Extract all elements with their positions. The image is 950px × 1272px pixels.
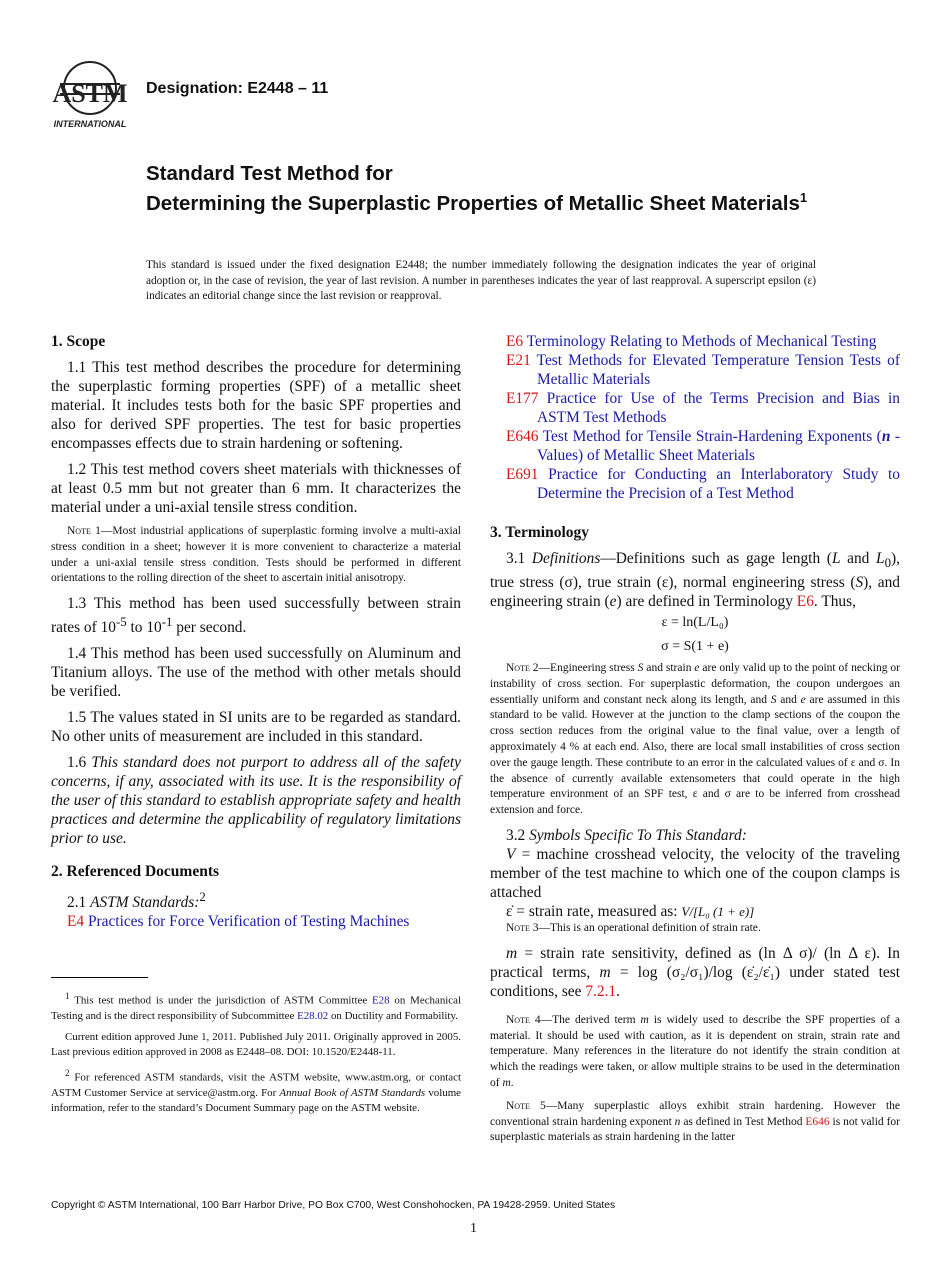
text: is widely used to describe the SPF properties of a material. It should be used with caution, as it is dependent on strain, strain rate and temperature. Many references in the literature do not identify the strain condition at which the readings were taken, or allow multiple strains to be used in the determination of — [490, 1013, 900, 1090]
text: is not valid for superplastic materials as strain hardening in the latter — [490, 1115, 900, 1144]
title-line-2 — [146, 186, 866, 216]
right-column — [490, 332, 900, 1153]
text: on Ductility and Formability. — [328, 1009, 458, 1022]
ref-title[interactable]: Practice for Use of the Terms Precision and Bias in ASTM Test Methods — [537, 390, 900, 426]
note-label: Note — [67, 525, 91, 537]
footnote-1-edition: Current edition approved June 1, 2011. Published July 2011. Originally approved in 2005. Last previous edition approved in 2008 as E2448–08. DOI: 10.1520/E2448-11. — [51, 1031, 461, 1059]
text: and strain — [643, 662, 695, 675]
text: volume information, refer to the standard’s Document Summary page on the ASTM website. — [51, 1087, 461, 1115]
note-3 — [490, 921, 900, 937]
para-number: 3.2 — [506, 827, 530, 845]
note-5: Note 5—Many superplastic alloys exhibit strain hardening. However the conventional strain hardening exponent n as defined in Test Method E646 is not valid for superplastic materials as strain hardening in the latter — [490, 1099, 900, 1144]
text: are only valid up to the point of necking or instability of cross section. For superplastic deformation, the coupon undergoes an essentially uniform and constant neck along its length, and — [490, 662, 900, 706]
text: For referenced ASTM standards, visit the ASTM website, www.astm.org, or contact ASTM Customer Service at service@astm.org. For — [51, 1072, 461, 1100]
section-refdocs-heading: 2. Referenced Documents — [51, 863, 220, 881]
text: . Thus, — [813, 593, 856, 611]
ref-e177[interactable] — [506, 389, 900, 427]
text: . — [616, 982, 620, 1000]
left-column — [51, 332, 461, 931]
exponent: -5 — [115, 615, 127, 630]
def-v: V = machine crosshead velocity, the velocity of the traveling member of the test machine to which one of the coupon clamps is attached — [490, 846, 900, 902]
text: This test method is under the jurisdiction of ASTM Committee — [69, 994, 373, 1007]
note-1 — [51, 524, 461, 587]
ref-e691[interactable] — [506, 465, 900, 503]
definitions-label: Definitions — [531, 550, 601, 567]
link-e646[interactable]: E646 — [805, 1115, 830, 1128]
text: to 10 — [126, 619, 162, 637]
exponent: -1 — [161, 615, 173, 630]
svg-text:ASTM: ASTM — [52, 79, 128, 108]
para-1-2: 1.2 This test method covers sheet materials with thicknesses of at least 0.5 mm but not greater than 6 mm. It characterizes the material under a uni-axial tensile stress condition. — [51, 461, 461, 516]
document-title — [146, 162, 866, 216]
safety-statement: This standard does not purport to address all of the safety concerns, if any, associated with its use. It is the responsibility of the user of this standard to establish appropriate safety and health practices and determine the applicability of regulatory limitations prior to use. — [51, 754, 461, 848]
equation-true-stress: σ = S(1 + e) — [661, 639, 729, 655]
link-e28[interactable]: E28 — [372, 994, 390, 1007]
link-e6[interactable]: E6 — [796, 593, 814, 611]
text: and — [776, 693, 801, 706]
ref-e646[interactable] — [506, 427, 900, 465]
footnote-number: 2 — [65, 1068, 70, 1079]
text: 1.3 This method has been used successfully between strain rates of 10 — [51, 595, 461, 637]
footnote-rule — [51, 977, 148, 978]
ref-title[interactable]: Practices for Force Verification of Testing Machines — [84, 913, 410, 931]
section-scope-heading: 1. Scope — [51, 333, 106, 350]
text: = log (σ₂/σ₁)/log (ε̇₂/ε̇₁) under stated test conditions, see — [490, 963, 900, 1000]
footnote-marker[interactable]: 2 — [199, 890, 206, 905]
note-4: Note 4—The derived term m is widely used to describe the SPF properties of a material. It should be used with caution, as it is dependent on strain, strain rate and temperature. Many references in the literature do not identify the strain condition at which the readings were taken, or allow multiple strains to be used in the determination of m. — [490, 1013, 900, 1090]
ref-title-n[interactable]: n — [881, 428, 891, 445]
ref-title[interactable]: Terminology Relating to Methods of Mechanical Testing — [523, 333, 877, 350]
text: on Mechanical Testing and is the direct responsibility of Subcommittee — [51, 994, 461, 1022]
svg-text:INTERNATIONAL: INTERNATIONAL — [53, 119, 127, 129]
ref-title[interactable]: Test Methods for Elevated Temperature Tension Tests of Metallic Materials — [530, 352, 900, 388]
link-e28-02[interactable]: E28.02 — [297, 1009, 329, 1022]
para-1-6 — [51, 753, 461, 848]
para-1-3 — [51, 594, 461, 637]
note-label: Note — [506, 662, 530, 675]
text: 5—Many superplastic alloys exhibit strain hardening. However the conventional strain hardening exponent — [490, 1099, 900, 1128]
astm-logo — [50, 60, 134, 132]
ref-title[interactable]: -Values) of Metallic Sheet Materials — [537, 428, 900, 464]
text: ), true stress (σ), true strain (ε), normal engineering stress ( — [490, 550, 901, 592]
ref-code[interactable]: E6 — [506, 333, 524, 350]
text: as defined in Test Method — [680, 1115, 806, 1128]
astm-standards-label: ASTM Standards: — [90, 894, 200, 912]
ref-e6[interactable] — [506, 332, 900, 351]
note-label: Note — [506, 922, 530, 935]
text: 2—Engineering stress — [529, 662, 638, 675]
text: 3—This is an operational definition of strain rate. — [529, 922, 761, 935]
para-number: 3.1 — [506, 550, 532, 567]
text: = strain rate sensitivity, defined as (ln Δ σ)/ (ln Δ ε). In practical terms, — [490, 944, 900, 981]
footnotes — [51, 989, 461, 1123]
formula: V/[L₀ (1 + e)] — [681, 904, 755, 920]
text: = machine crosshead velocity, the velocity of the traveling member of the test machine to which one of the coupon clamps is attached — [490, 846, 900, 902]
para-2-1 — [51, 888, 461, 912]
text: ), and engineering strain ( — [490, 574, 900, 611]
text: —Definitions such as gage length ( — [600, 550, 832, 567]
equation-true-strain: ε = ln(L/L₀) — [661, 615, 729, 631]
para-1-5: 1.5 The values stated in SI units are to be regarded as standard. No other units of measurement are included in this standard. — [51, 709, 461, 746]
footnote-1 — [51, 989, 461, 1024]
ref-code[interactable]: E4 — [67, 913, 85, 931]
reference-list — [490, 332, 900, 503]
ref-title[interactable]: Test Method for Tensile Strain-Hardening Exponents ( — [538, 428, 882, 445]
text: are assumed in this standard to be valid. However at the junction to the clamp sections of the coupon the cross section reduces from the original value to the final value, over a length of approximately 4 % at each end. Also, there are local small instabilities of cross section over the gauge length. These contribute to an error in the calculated values of ε and σ. In the absence of currently available extensometers that could operate in the high temperature environment of an SPF test, ε and σ are to be inferred from crosshead extension and force. — [490, 693, 901, 817]
text: ) are defined in Terminology — [616, 593, 797, 611]
footnote-2 — [51, 1066, 461, 1116]
ref-code[interactable]: E691 — [506, 466, 539, 483]
footnote-number: 1 — [65, 991, 70, 1001]
def-m: m = strain rate sensitivity, defined as (ln Δ σ)/ (ln Δ ε). In practical terms, m = log (σ₂/σ₁)/log (ε̇₂/ε̇₁) under stated test conditions, see 7.2.1. — [490, 944, 900, 1000]
ref-code[interactable]: E21 — [506, 352, 531, 369]
ref-code[interactable]: E646 — [506, 428, 539, 445]
para-1-1: 1.1 This test method describes the procedure for determining the superplastic forming properties (SPF) of a metallic sheet material. It includes tests both for the basic SPF properties and also for derived SPF properties. The test for basic properties encompasses effects due to strain hardening or softening. — [51, 359, 461, 452]
page-number: 1 — [470, 1221, 477, 1236]
def-strain-rate — [490, 902, 900, 921]
link-7-2-1[interactable]: 7.2.1 — [585, 982, 617, 1000]
title-main: Determining the Superplastic Properties of Metallic Sheet Materials — [146, 191, 800, 215]
astm-logo-graphic — [50, 60, 134, 132]
copyright-footer: Copyright © ASTM International, 100 Barr Harbor Drive, PO Box C700, West Conshohocken, PA 19428-2959. United States — [51, 1200, 616, 1211]
title-footnote-marker[interactable]: 1 — [799, 190, 808, 205]
preamble: This standard is issued under the fixed designation E2448; the number immediately following the designation indicates the year of original adoption or, in the case of revision, the year of last revision. A number in parentheses indicates the year of last reapproval. A superscript epsilon (ε) indicates an editorial change since the last revision or reapproval. — [146, 259, 816, 303]
note-text: 1—Most industrial applications of superplastic forming involve a multi-axial stress condition in a sheet; however it is more convenient to characterize a material under a uni-axial tensile stress condition. Tests should be performed in different orientations to the rolling direction of the sheet to ascertain initial anisotropy. — [51, 525, 461, 585]
title-line-1: Standard Test Method for — [146, 162, 393, 185]
note-label: Note — [506, 1013, 530, 1026]
book-title: Annual Book of ASTM Standards — [279, 1087, 426, 1100]
para-3-1: 3.1 Definitions—Definitions such as gage length (L and $L_0$), true stress (σ), true strain (ε), normal engineering stress (S), and engineering strain (e) are defined in Terminology E6. Thus, — [490, 550, 901, 611]
text: 4—The derived term — [529, 1013, 641, 1026]
note-2: Note 2—Engineering stress S and strain e are only valid up to the point of necking or instability of cross section. For superplastic deformation, the coupon undergoes an essentially uniform and constant neck along its length, and S and e are assumed in this standard to be valid. However at the junction to the clamp sections of the coupon the cross section reduces from the original value to the final value, over a length of approximately 4 % at each end. Also, there are local small instabilities of cross section over the gauge length. These contribute to an error in the calculated values of ε and σ. In the absence of currently available extensometers that could operate in the high temperature environment of an SPF test, ε and σ are to be inferred from crosshead extension and force. — [490, 662, 901, 817]
ref-e4[interactable] — [51, 912, 461, 931]
text: per second. — [172, 619, 247, 637]
ref-code[interactable]: E177 — [506, 390, 539, 407]
symbols-label: Symbols Specific To This Standard: — [529, 827, 747, 845]
para-1-4: 1.4 This method has been used successfully on Aluminum and Titanium alloys. The use of the method with other metals should be verified. — [51, 645, 461, 701]
para-number: 1.6 — [67, 754, 92, 772]
para-3-2 — [490, 826, 900, 845]
ref-e21[interactable] — [506, 351, 900, 389]
para-number: 2.1 — [67, 894, 91, 912]
section-terminology-heading: 3. Terminology — [490, 524, 590, 541]
designation: Designation: E2448 – 11 — [146, 80, 329, 97]
ref-title[interactable]: Practice for Conducting an Interlaboratory Study to Determine the Precision of a Test Method — [537, 466, 900, 502]
text: . — [510, 1077, 514, 1090]
note-label: Note — [506, 1099, 530, 1112]
text: ε̇ = strain rate, measured as: — [506, 903, 682, 921]
